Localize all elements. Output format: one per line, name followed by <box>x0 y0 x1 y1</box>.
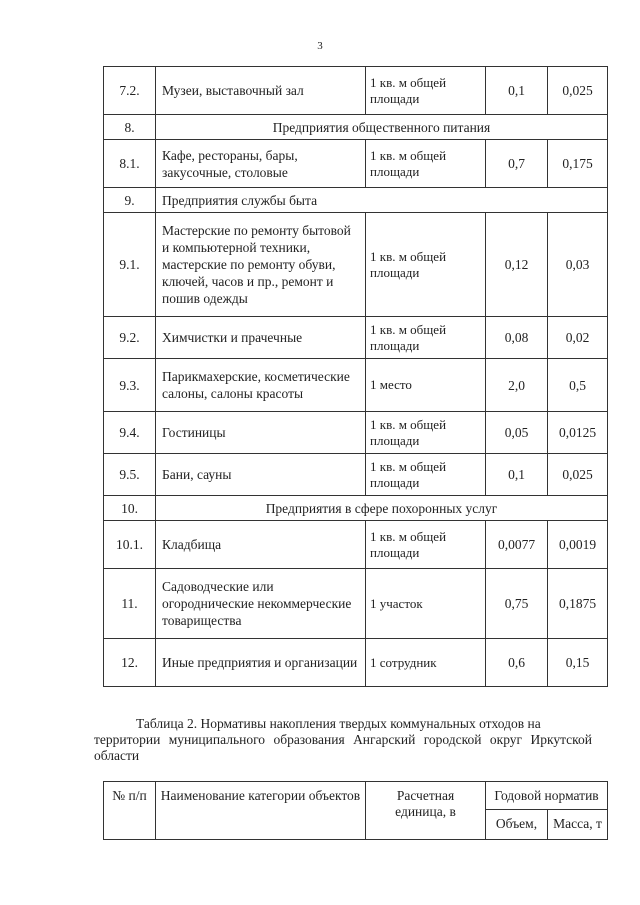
table-row <box>104 454 608 496</box>
section-row <box>104 188 608 213</box>
header-num: № п/п <box>104 782 156 840</box>
category-name: Музеи, выставочный зал <box>156 67 366 115</box>
calc-unit: 1 кв. м общей площади <box>366 213 486 317</box>
header-unit: Расчетная единица, в <box>366 782 486 840</box>
header-category: Наименование категории объектов <box>156 782 366 840</box>
calc-unit: 1 кв. м общей площади <box>366 140 486 188</box>
table-row <box>104 359 608 412</box>
calc-unit: 1 участок <box>366 569 486 639</box>
row-number: 9.4. <box>104 412 156 454</box>
mass-value: 0,15 <box>548 639 608 687</box>
volume-value: 0,75 <box>486 569 548 639</box>
volume-value: 0,6 <box>486 639 548 687</box>
row-number: 9.1. <box>104 213 156 317</box>
section-row <box>104 496 608 521</box>
volume-value: 2,0 <box>486 359 548 412</box>
mass-value: 0,03 <box>548 213 608 317</box>
row-number: 12. <box>104 639 156 687</box>
table-row <box>104 521 608 569</box>
category-name: Иные предприятия и организации <box>156 639 366 687</box>
volume-value: 0,7 <box>486 140 548 188</box>
category-name: Садоводческие или огороднические некоммерческие товарищества <box>156 569 366 639</box>
header-annual-norm: Годовой норматив <box>486 782 608 810</box>
calc-unit: 1 кв. м общей площади <box>366 317 486 359</box>
mass-value: 0,025 <box>548 454 608 496</box>
volume-value: 0,08 <box>486 317 548 359</box>
mass-value: 0,1875 <box>548 569 608 639</box>
section-title: Предприятия общественного питания <box>156 115 608 140</box>
row-number: 9.5. <box>104 454 156 496</box>
category-name: Парикмахерские, косметические салоны, салоны красоты <box>156 359 366 412</box>
row-number: 10. <box>104 496 156 521</box>
page-number: 3 <box>317 40 323 52</box>
table-2-header <box>103 781 608 840</box>
row-number: 9.2. <box>104 317 156 359</box>
calc-unit: 1 кв. м общей площади <box>366 521 486 569</box>
section-title: Предприятия службы быта <box>156 188 608 213</box>
caption-line-2: территории муниципального образования Ангарский городской округ Иркутской области <box>94 732 592 763</box>
header-volume: Объем, <box>486 810 548 840</box>
mass-value: 0,5 <box>548 359 608 412</box>
category-name: Гостиницы <box>156 412 366 454</box>
table-row <box>104 213 608 317</box>
table-row <box>104 569 608 639</box>
volume-value: 0,12 <box>486 213 548 317</box>
mass-value: 0,175 <box>548 140 608 188</box>
volume-value: 0,05 <box>486 412 548 454</box>
row-number: 9.3. <box>104 359 156 412</box>
section-row <box>104 115 608 140</box>
category-name: Кладбища <box>156 521 366 569</box>
row-number: 8. <box>104 115 156 140</box>
category-name: Кафе, рестораны, бары, закусочные, столовые <box>156 140 366 188</box>
calc-unit: 1 место <box>366 359 486 412</box>
row-number: 10.1. <box>104 521 156 569</box>
row-number: 11. <box>104 569 156 639</box>
row-number: 8.1. <box>104 140 156 188</box>
header-mass: Масса, т <box>548 810 608 840</box>
table-row <box>104 140 608 188</box>
volume-value: 0,1 <box>486 67 548 115</box>
calc-unit: 1 кв. м общей площади <box>366 412 486 454</box>
mass-value: 0,02 <box>548 317 608 359</box>
calc-unit: 1 сотрудник <box>366 639 486 687</box>
volume-value: 0,0077 <box>486 521 548 569</box>
table-row <box>104 639 608 687</box>
caption-line-1: Таблица 2. Нормативы накопления твердых коммунальных отходов на <box>136 716 541 731</box>
table-row <box>104 67 608 115</box>
category-name: Химчистки и прачечные <box>156 317 366 359</box>
mass-value: 0,025 <box>548 67 608 115</box>
table-row <box>104 317 608 359</box>
category-name: Бани, сауны <box>156 454 366 496</box>
volume-value: 0,1 <box>486 454 548 496</box>
row-number: 7.2. <box>104 67 156 115</box>
section-title: Предприятия в сфере похоронных услуг <box>156 496 608 521</box>
waste-norms-table <box>103 66 608 687</box>
table-row <box>104 412 608 454</box>
calc-unit: 1 кв. м общей площади <box>366 67 486 115</box>
table-caption <box>94 716 592 764</box>
row-number: 9. <box>104 188 156 213</box>
mass-value: 0,0019 <box>548 521 608 569</box>
category-name: Мастерские по ремонту бытовой и компьютерной техники, мастерские по ремонту обуви, ключей, часов и пр., ремонт и пошив одежды <box>156 213 366 317</box>
mass-value: 0,0125 <box>548 412 608 454</box>
calc-unit: 1 кв. м общей площади <box>366 454 486 496</box>
